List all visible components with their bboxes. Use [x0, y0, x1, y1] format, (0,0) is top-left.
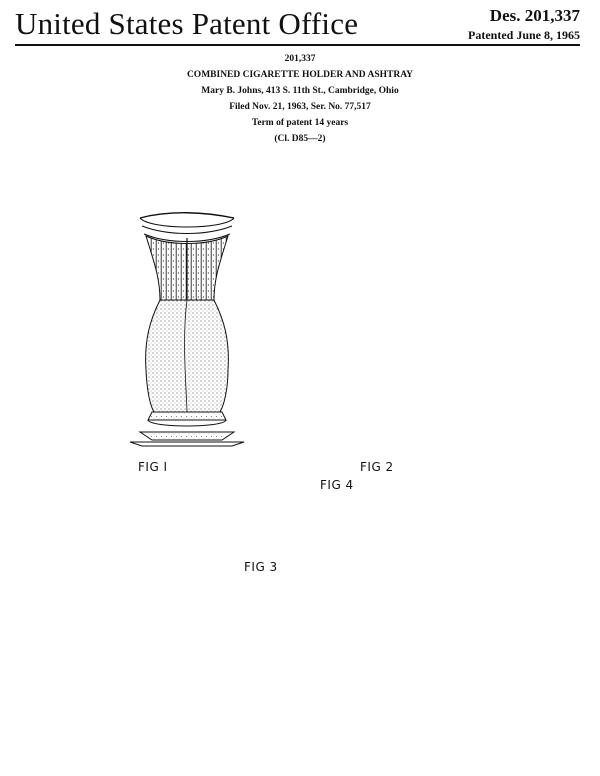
patent-title: COMBINED CIGARETTE HOLDER AND ASHTRAY — [186, 70, 414, 80]
office-title: United States Patent Office — [15, 6, 359, 41]
fig3-label: FIG 3 — [244, 560, 278, 574]
fig2-label: FIG 2 — [360, 460, 394, 474]
inventor-line: Mary B. Johns, 413 S. 11th St., Cambridge, Ohio — [201, 86, 399, 96]
fig1-front-view-drawing — [130, 213, 244, 446]
design-number: Des. 201,337 — [489, 6, 580, 25]
fig4-label: FIG 4 — [320, 478, 354, 492]
patented-date: Patented June 8, 1965 — [468, 28, 580, 42]
filing-line: Filed Nov. 21, 1963, Ser. No. 77,517 — [229, 102, 371, 112]
classification-line: (Cl. D85—2) — [274, 134, 326, 144]
patent-number: 201,337 — [284, 54, 316, 64]
term-line: Term of patent 14 years — [251, 118, 349, 128]
fig1-label: FIG I — [138, 460, 168, 474]
